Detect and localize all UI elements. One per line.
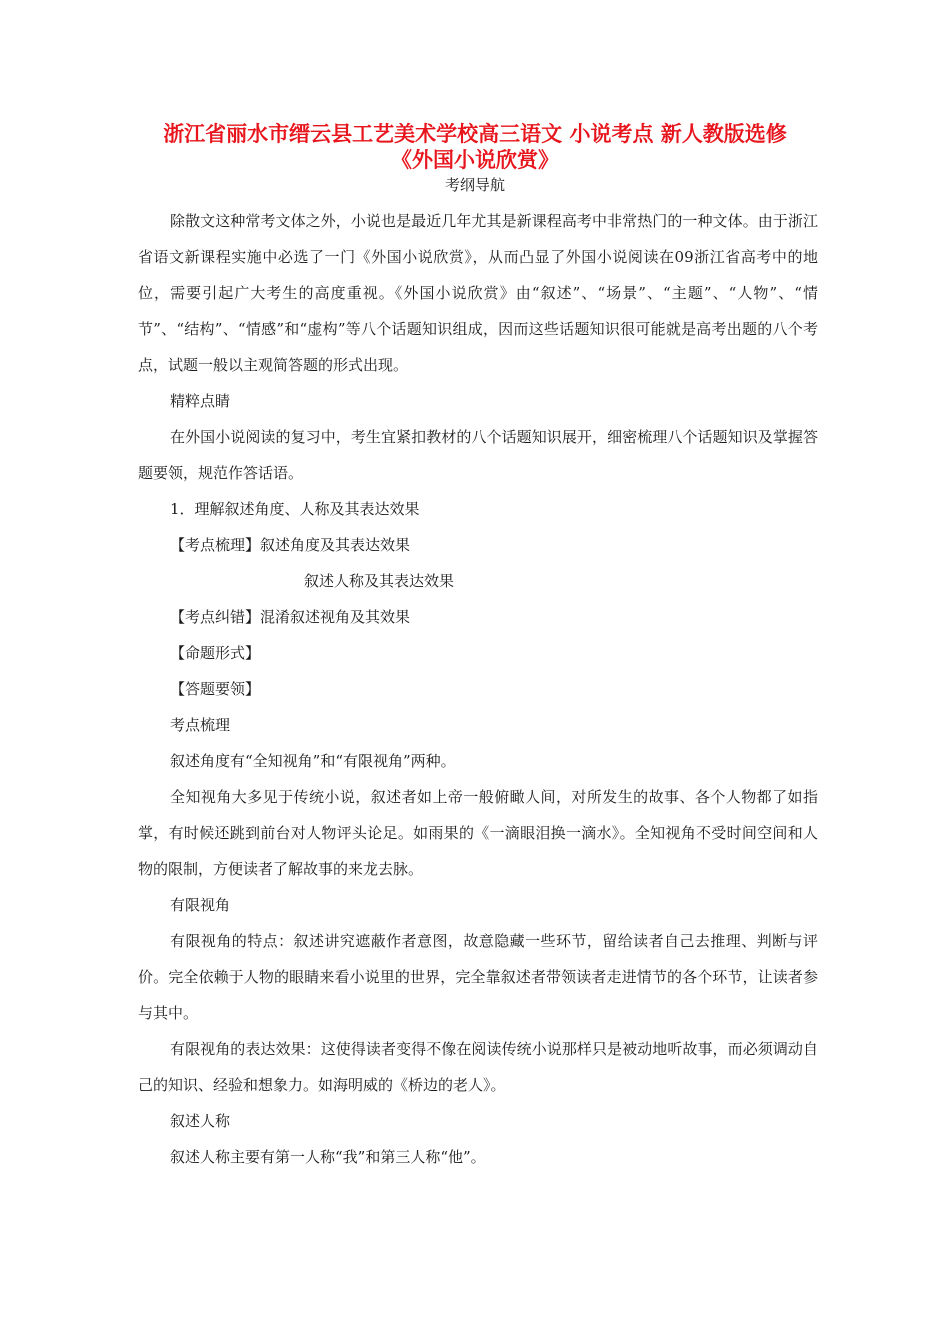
line-mingti-xingshi: 【命题形式】 bbox=[170, 644, 261, 662]
line-dati-yaoling: 【答题要领】 bbox=[170, 680, 261, 698]
paragraph-review-advice: 在外国小说阅读的复习中，考生宜紧扣教材的八个话题知识展开，细密梳理八个话题知识及掌握答题要领，规范作答话语。 bbox=[138, 428, 818, 482]
heading-kaodian-shuli: 考点梳理 bbox=[170, 716, 231, 734]
document-title-line1: 浙江省丽水市缙云县工艺美术学校高三语文 小说考点 新人教版选修 bbox=[163, 122, 787, 146]
heading-key-points: 精粹点睛 bbox=[170, 392, 231, 410]
document-title-line2: 《外国小说欣赏》 bbox=[391, 148, 559, 172]
paragraph-limited-effect: 有限视角的表达效果：这使得读者变得不像在阅读传统小说那样只是被动地听故事，而必须调动自己的知识、经验和想象力。如海明威的《桥边的老人》。 bbox=[138, 1040, 818, 1094]
paragraph-intro: 除散文这种常考文体之外，小说也是最近几年尤其是新课程高考中非常热门的一种文体。由于浙江省语文新课程实施中必选了一门《外国小说欣赏》，从而凸显了外国小说阅读在09浙江省高考中的地位，需要引起广大考生的高度重视。《外国小说欣赏》由“叙述”、“场景”、“主题”、“人物”、“情节”、“结构”、“情感”和“虚构”等八个话题知识组成，因而这些话题知识很可能就是高考出题的八个考点，试题一般以主观简答题的形式出现。 bbox=[138, 212, 818, 374]
section-heading-exam-guide: 考纲导航 bbox=[444, 176, 505, 194]
line-kaodian-jiucuo: 【考点纠错】混淆叙述视角及其效果 bbox=[170, 608, 411, 626]
heading-item-1: 1．理解叙述角度、人称及其表达效果 bbox=[170, 500, 420, 518]
heading-narrative-person: 叙述人称 bbox=[170, 1112, 231, 1130]
document-body bbox=[138, 203, 818, 1175]
paragraph-omniscient: 全知视角大多见于传统小说，叙述者如上帝一般俯瞰人间，对所发生的故事、各个人物都了如指掌，有时候还跳到前台对人物评头论足。如雨果的《一滴眼泪换一滴水》。全知视角不受时间空间和人物的限制，方便读者了解故事的来龙去脉。 bbox=[138, 788, 818, 878]
heading-limited-perspective: 有限视角 bbox=[170, 896, 231, 914]
line-kaodian-shuli: 【考点梳理】叙述角度及其表达效果 bbox=[170, 536, 411, 554]
line-person-effect: 叙述人称及其表达效果 bbox=[304, 572, 455, 590]
paragraph-two-perspectives: 叙述角度有“全知视角”和“有限视角”两种。 bbox=[170, 752, 456, 770]
paragraph-narrative-person: 叙述人称主要有第一人称“我”和第三人称“他”。 bbox=[170, 1148, 486, 1166]
paragraph-limited-features: 有限视角的特点：叙述讲究遮蔽作者意图，故意隐藏一些环节，留给读者自己去推理、判断与评价。完全依赖于人物的眼睛来看小说里的世界，完全靠叙述者带领读者走进情节的各个环节，让读者参与其中。 bbox=[138, 932, 818, 1022]
